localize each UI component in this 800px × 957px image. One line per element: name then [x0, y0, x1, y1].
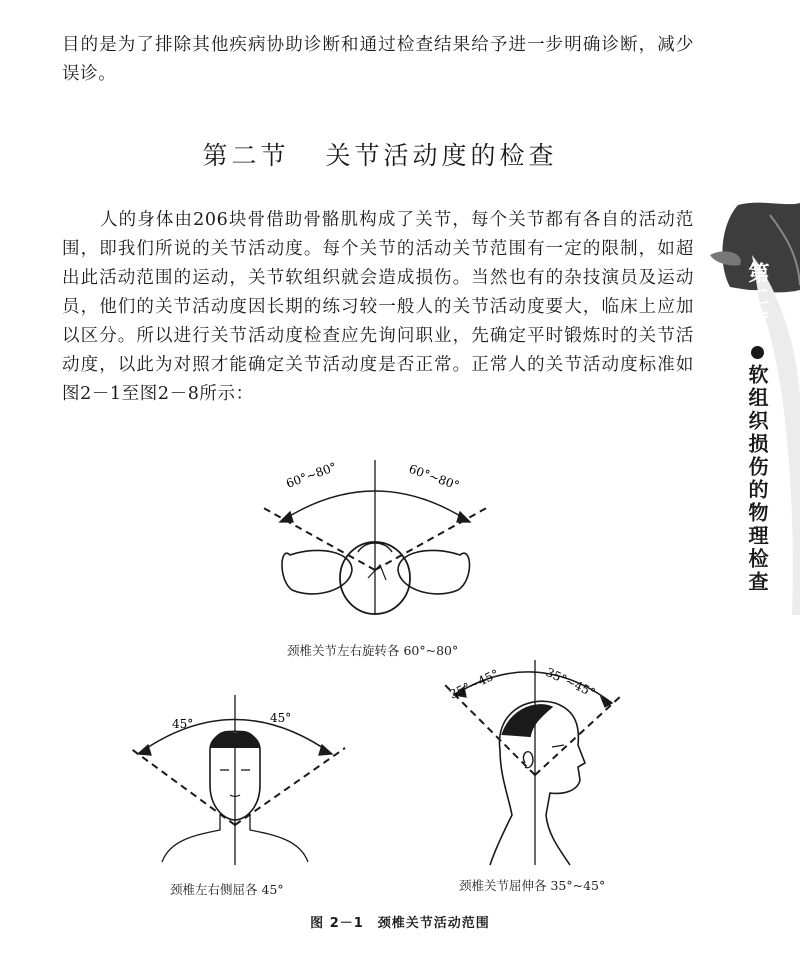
lateral-angle-left: 45°	[172, 717, 194, 731]
chapter-tab: 第二章	[746, 262, 770, 334]
body-paragraph: 人的身体由206块骨借助骨骼肌构成了关节，每个关节都有各自的活动范围，即我们所说的关节活动度。每个关节的活动关节范围有一定的限制，如超出此活动范围的运动，关节软组织就会造成损伤。当然也有的杂技演员及运动员，他们的关节活动度因长期的练习较一般人的关节活动度要大，临床上应加以区分。所以进行关节活动度检查应先询问职业，先确定平时锻炼时的关节活动度，以此为对照才能确定关节活动度是否正常。正常人的关节活动度标准如图2－1至图2－8所示：	[62, 210, 694, 404]
section-number: 第二节	[202, 141, 290, 170]
rotation-angle-left: 60°~80°	[284, 459, 339, 491]
section-heading	[0, 136, 760, 172]
section-title: 关节活动度的检查	[325, 141, 558, 170]
figure-title: 颈椎关节活动范围	[377, 916, 490, 931]
rotation-angle-right: 60°~80°	[406, 461, 462, 493]
lateral-caption: 颈椎左右侧屈各 45°	[170, 882, 284, 897]
flexion-angle-right: 35°~45°	[543, 665, 598, 700]
figure-caption	[0, 912, 800, 931]
rotation-figure	[240, 440, 510, 620]
bullet-dot-icon	[751, 346, 764, 359]
flexion-extension-figure	[440, 655, 630, 870]
flexion-angle-left: 35°~45°	[447, 666, 501, 702]
flexion-caption: 颈椎关节屈伸各 35°~45°	[459, 878, 606, 893]
chapter-title	[730, 346, 770, 594]
figure-number: 图 2－1	[310, 916, 364, 931]
lateral-angle-right: 45°	[270, 711, 292, 725]
chapter-title-text: 软组织损伤的物理检查	[745, 364, 769, 594]
lateral-flexion-figure	[110, 690, 360, 870]
rotation-caption: 颈椎关节左右旋转各 60°~80°	[287, 643, 459, 658]
intro-paragraph: 目的是为了排除其他疾病协助诊断和通过检查结果给予进一步明确诊断，减少误诊。	[62, 35, 694, 84]
